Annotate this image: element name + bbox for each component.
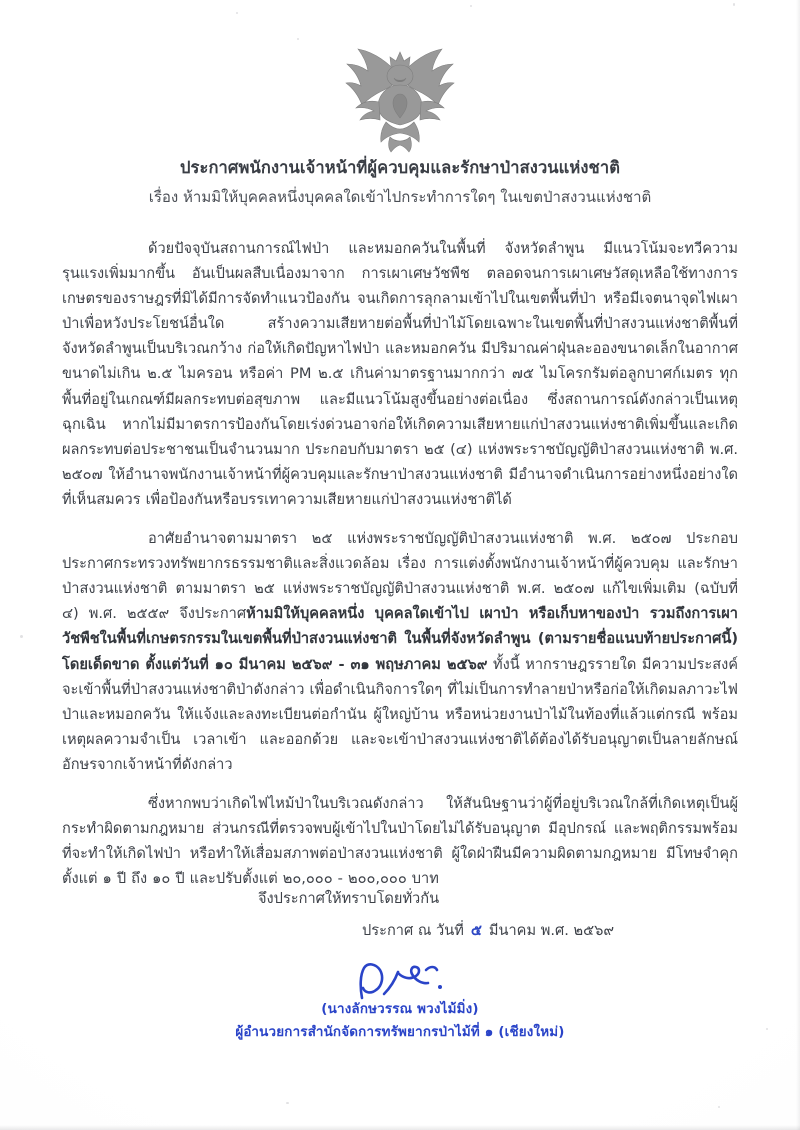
scan-speck: [286, 1102, 289, 1104]
garuda-emblem: [334, 36, 466, 154]
paragraph-para-3-penalty: [62, 791, 738, 891]
scan-edge-shadow-bottom: [0, 1125, 800, 1130]
paragraph-para-1-situation: [62, 236, 738, 512]
signature-mark-container: [0, 962, 800, 1004]
scan-speck: [470, 5, 472, 7]
date-line: [62, 918, 738, 943]
page-title: ประกาศพนักงานเจ้าหน้าที่ผู้ควบคุมและรักษาป่าสงวนแห่งชาติ: [179, 158, 621, 177]
body-text-run: ซึ่งหากพบว่าเกิดไฟไหม้ป่าในบริเวณดังกล่าว ให้สันนิษฐานว่าผู้ที่อยู่บริเวณใกล้ที่เกิดเหตุเป็นผู้กระทำผิดตามกฎหมาย ส่วนกรณีที่ตรวจพบผู้เข้าไปในป่าโดยไม่ได้รับอนุญาต มีอุปกรณ์ และพฤติกรรมพร้อมที่จะทำให้เกิดไฟป่า หรือทำให้เสื่อมสภาพต่อป่าสงวนแห่งชาติ ผู้ใดฝ่าฝืนมีความผิดตามกฎหมาย มีโทษจำคุกตั้งแต่ ๑ ปี ถึง ๑๐ ปี และปรับตั้งแต่ ๒๐,๐๐๐ - ๒๐๐,๐๐๐ บาท: [62, 794, 738, 888]
subject-line: เรื่อง ห้ามมิให้บุคคลหนึ่งบุคคลใดเข้าไปกระทำการใดๆ ในเขตป่าสงวนแห่งชาติ: [148, 187, 652, 206]
body-text-run: อาศัยอำนาจตามมาตรา ๒๕ แห่งพระราชบัญญัติป่าสงวนแห่งชาติ พ.ศ. ๒๕๐๗ ประกอบ ประกาศกระทรวงทรัพยากรธรรมชาติและสิ่งแวดล้อม เรื่อง การแต่งตั้งพนักงานเจ้าหน้าที่ผู้ควบคุม และรักษาป่าสงวนแห่งชาติ ตามมาตรา ๒๕ แห่งพระราชบัญญัติป่าสงวนแห่งชาติ พ.ศ. ๒๕๐๗ แก้ไขเพิ่มเติม (ฉบับที่ ๔) พ.ศ. ๒๕๕๙ จึงประกาศ: [62, 530, 738, 623]
emphasised-clause: ห้ามมิให้บุคคลหนึ่ง บุคคลใดเข้าไป เผาป่า หรือเก็บหาของป่า รวมถึงการเผาวัชพืชในพื้นที่เกษตรกรรมในเขตพื้นที่ป่าสงวนแห่งชาติ ในพื้นที่จังหวัดลำพูน (ตามรายชื่อแนบท้ายประกาศนี้) โดยเด็ดขาด ตั้งแต่วันที่ ๑๐ มีนาคม ๒๕๖๙ - ๓๑ พฤษภาคม ๒๕๖๙: [62, 605, 739, 673]
scan-speck: [733, 3, 735, 6]
closing-line: จึงประกาศให้ทราบโดยทั่วกัน: [258, 890, 440, 907]
date-day-handwritten: ๕: [470, 922, 482, 939]
date-prefix: ประกาศ ณ วันที่: [362, 922, 464, 939]
emblem-container: [0, 36, 800, 154]
body-text-run: ด้วยปัจจุบันสถานการณ์ไฟป่า และหมอกควันในพื้นที่ จังหวัดลำพูน มีแนวโน้มจะทวีความรุนแรงเพิ่มมากขึ้น อันเป็นผลสืบเนื่องมาจาก การเผาเศษวัชพืช ตลอดจนการเผาเศษวัสดุเหลือใช้ทางการเกษตรของราษฎรที่มิได้มีการจัดทำแนวป้องกัน จนเกิดการลุกลามเข้าไปในเขตพื้นที่ป่า หรือมีเจตนาจุดไฟเผาป่าเพื่อหวังประโยชน์อื่นใด สร้างความเสียหายต่อพื้นที่ป่าไม้โดยเฉพาะในเขตพื้นที่ป่าสงวนแห่งชาติพื้นที่จังหวัดลำพูนเป็นบริเวณกว้าง ก่อให้เกิดปัญหาไฟป่า และหมอกควัน มีปริมาณค่าฝุ่นละอองขนาดเล็กในอากาศขนาดไม่เกิน ๒.๕ ไมครอน หรือค่า PM ๒.๕ เกินค่ามาตรฐานมากกว่า ๗๕ ไมโครกรัมต่อลูกบาศก์เมตร ทุกพื้นที่อยู่ในเกณฑ์มีผลกระทบต่อสุขภาพ และมีแนวโน้มสูงขึ้นอย่างต่อเนื่อง ซึ่งสถานการณ์ดังกล่าวเป็นเหตุฉุกเฉิน หากไม่มีมาตรการป้องกันโดยเร่งด่วนอาจก่อให้เกิดความเสียหายแก่ป่าสงวนแห่งชาติเพิ่มขึ้นและเกิดผลกระทบต่อประชาชนเป็นจำนวนมาก ประกอบกับมาตรา ๒๕ (๔) แห่งพระราชบัญญัติป่าสงวนแห่งชาติ พ.ศ. ๒๕๐๗ ให้อำนาจพนักงานเจ้าหน้าที่ผู้ควบคุมและรักษาป่าสงวนแห่งชาติ มีอำนาจดำเนินการอย่างหนึ่งอย่างใดที่เห็นสมควร เพื่อป้องกันหรือบรรเทาความเสียหายแก่ป่าสงวนแห่งชาติได้: [62, 240, 738, 508]
date-suffix: มีนาคม พ.ศ. ๒๕๖๙: [488, 922, 615, 939]
scan-speck: [20, 635, 23, 638]
signer-position: ผู้อำนวยการสำนักจัดการทรัพยากรป่าไม้ที่ ๑ (เชียงใหม่): [235, 1024, 565, 1040]
paragraph-para-2-order: [62, 526, 738, 777]
document-body: [62, 236, 738, 891]
document-heading: [0, 156, 800, 209]
body-text-run: ทั้งนี้ หากราษฎรรายใด มีความประสงค์จะเข้าพื้นที่ป่าสงวนแห่งชาติป่าดังกล่าว เพื่อดำเนินกิจการใดๆ ที่ไม่เป็นการทำลายป่าหรือก่อให้เกิดมลภาวะไฟป่าและหมอกควัน ให้แจ้งและลงทะเบียนต่อกำนัน ผู้ใหญ่บ้าน หรือหน่วยงานป่าไม้ในท้องที่แล้วแต่กรณี พร้อมเหตุผลความจำเป็น เวลาเข้า และออกด้วย และจะเข้าป่าสงวนแห่งชาติได้ต้องได้รับอนุญาตเป็นลายลักษณ์อักษรจากเจ้าหน้าที่ดังกล่าว: [62, 655, 738, 773]
signer-name: (นางลักษวรรณ พวงไม้มิ่ง): [321, 1002, 479, 1017]
handwritten-signature-icon: [340, 960, 460, 1004]
scan-speck: [236, 12, 238, 14]
signature-block: [0, 962, 800, 1044]
scan-speck: [718, 1106, 720, 1108]
